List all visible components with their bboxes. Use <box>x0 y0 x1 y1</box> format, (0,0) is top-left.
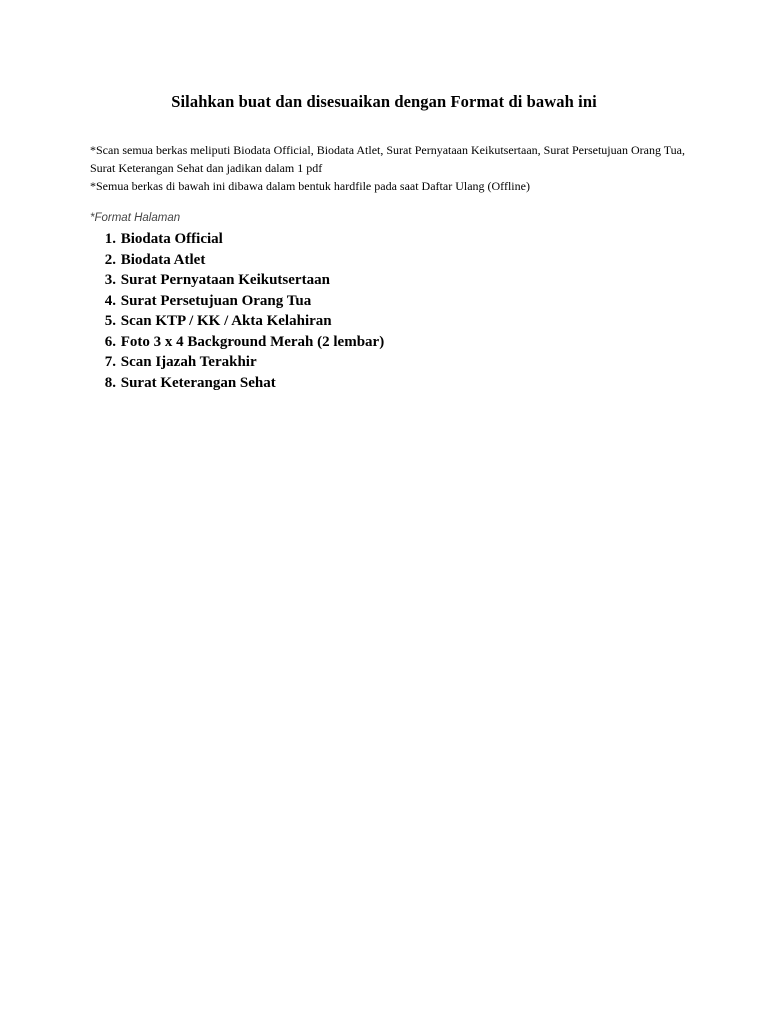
list-item <box>90 270 384 291</box>
list-item-number: 4. <box>104 292 116 309</box>
list-item-label: Foto 3 x 4 Background Merah (2 lembar) <box>120 333 385 350</box>
list-item <box>90 352 384 373</box>
list-item-number: 1. <box>104 231 116 247</box>
notes-block <box>90 141 690 195</box>
note-scan: *Scan semua berkas meliputi Biodata Official, Biodata Atlet, Surat Pernyataan Keikutsertaan, Surat Persetujuan Orang Tua, Surat Keterangan Sehat dan jadikan dalam 1 pdf <box>90 143 685 175</box>
list-item-number: 6. <box>104 333 116 350</box>
format-label: *Format Halaman <box>90 212 181 224</box>
list-item <box>90 291 384 312</box>
list-item <box>90 373 384 394</box>
document-list <box>90 229 384 393</box>
list-item-number: 2. <box>104 251 116 268</box>
list-item-label: Scan Ijazah Terakhir <box>120 354 257 370</box>
list-item <box>90 250 384 271</box>
list-item-label: Biodata Atlet <box>120 251 206 268</box>
list-item-number: 3. <box>104 272 116 288</box>
list-item <box>90 332 384 353</box>
list-item-label: Surat Keterangan Sehat <box>120 374 276 391</box>
note-hardfile: *Semua berkas di bawah ini dibawa dalam bentuk hardfile pada saat Daftar Ulang (Offline) <box>90 179 530 193</box>
document-title: Silahkan buat dan disesuaikan dengan Format di bawah ini <box>171 92 597 111</box>
list-item-label: Biodata Official <box>120 231 223 247</box>
list-item-number: 7. <box>104 354 116 370</box>
list-item-label: Surat Pernyataan Keikutsertaan <box>120 272 330 288</box>
list-item <box>90 229 384 250</box>
list-item <box>90 311 384 332</box>
list-item-number: 8. <box>104 374 116 391</box>
list-item-number: 5. <box>104 313 116 329</box>
list-item-label: Scan KTP / KK / Akta Kelahiran <box>120 313 332 329</box>
list-item-label: Surat Persetujuan Orang Tua <box>120 292 312 309</box>
